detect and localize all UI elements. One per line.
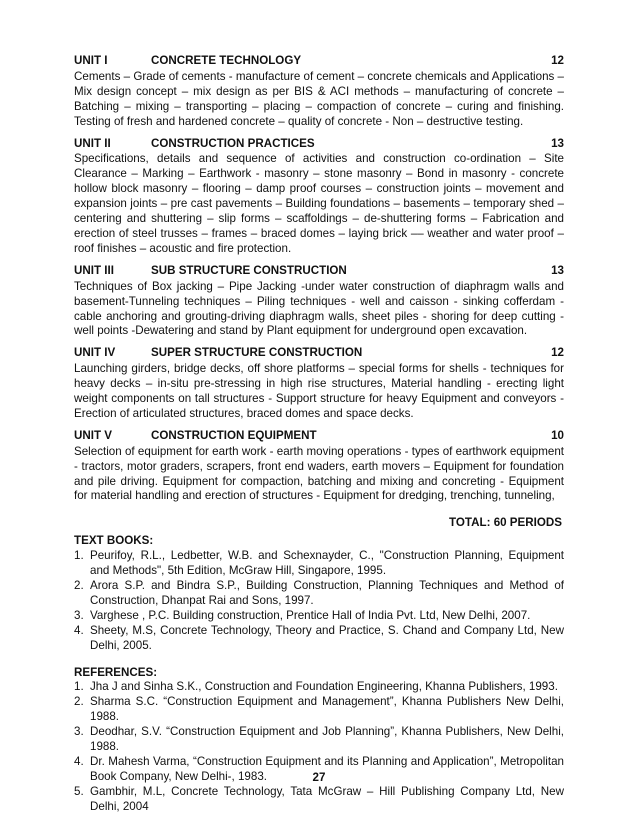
- item-number: 4.: [74, 623, 84, 637]
- list-item: [74, 549, 564, 579]
- unit-title: SUB STRUCTURE CONSTRUCTION: [151, 263, 347, 277]
- unit-4: [74, 346, 564, 422]
- item-text: Arora S.P. and Bindra S.P., Building Construction, Planning Techniques and Method of Construction, Dhanpat Rai and Sons, 1997.: [90, 579, 564, 607]
- list-item: [74, 624, 564, 654]
- unit-heading: [74, 429, 564, 444]
- unit-description: Launching girders, bridge decks, off shore platforms – special forms for shells - techniques for heavy decks – in-situ pre-stressing in high rise structures, Material handling - erecting light weight components on tall structures - Support structure for heavy Equipment and conveyors - Erection of articulated structures, braced domes and space decks.: [74, 362, 564, 420]
- unit-title: CONSTRUCTION PRACTICES: [151, 136, 315, 150]
- item-number: 2.: [74, 695, 84, 709]
- unit-hours: 12: [551, 54, 564, 67]
- item-text: Sharma S.C. “Construction Equipment and Management”, Khanna Publishers New Delhi, 1988.: [90, 695, 564, 724]
- unit-number: UNIT V: [74, 428, 113, 442]
- item-number: 2.: [74, 579, 84, 592]
- unit-title: SUPER STRUCTURE CONSTRUCTION: [151, 346, 363, 360]
- list-item: [74, 609, 564, 624]
- item-number: 5.: [74, 784, 84, 798]
- unit-description: Selection of equipment for earth work - earth moving operations - types of earthwork equipment - tractors, motor graders, scrapers, front end waders, earth movers – Equipment for foundation and pile driving. Equipment for compaction, batching and mixing and concreting - Equipment for material handling and erection of structures - Equipment for dredging, trenching, tunneling,: [74, 444, 564, 503]
- text-books-heading: TEXT BOOKS:: [74, 534, 154, 548]
- unit-title: CONCRETE TECHNOLOGY: [151, 54, 302, 67]
- list-item: [74, 785, 564, 815]
- unit-number: UNIT IV: [74, 346, 116, 360]
- unit-2: [74, 137, 564, 257]
- list-item: [74, 680, 564, 695]
- unit-hours: 13: [551, 263, 564, 277]
- item-text: Deodhar, S.V. “Construction Equipment and Job Planning”, Khanna Publishers, New Delhi, 1988.: [90, 725, 564, 754]
- unit-heading: [74, 264, 564, 279]
- unit-number: UNIT II: [74, 136, 111, 150]
- unit-5: [74, 429, 564, 505]
- text-books-list: [74, 549, 564, 653]
- list-item: [74, 725, 564, 755]
- item-text: Dr. Mahesh Varma, “Construction Equipment and its Planning and Application”, Metropolitan Book Company, New Delhi-, 1983.: [90, 754, 564, 783]
- unit-3: [74, 264, 564, 340]
- unit-description: Specifications, details and sequence of activities and construction co-ordination – Site Clearance – Marking – Earthwork - masonry – stone masonry – Bond in masonry - concrete hollow block masonry – flooring – damp proof courses – construction joints – movement and expansion joints – pre cast pavements – Building foundations – basements – temporary shed – centering and shuttering – slip forms – scaffoldings – de-shuttering forms – Fabrication and erection of steel trusses – frames – braced domes – laying brick –– weather and water proof – roof finishes – acoustic and fire protection.: [74, 152, 564, 255]
- syllabus-content: [74, 54, 564, 815]
- unit-hours: 12: [551, 346, 564, 360]
- references-list: [74, 680, 564, 814]
- unit-description: Cements – Grade of cements - manufacture of cement – concrete chemicals and Applications – Mix design concept – mix design as per BIS & ACI methods – manufacturing of concrete – Batching – mixing – transporting – placing – compaction of concrete – curing and finishing. Testing of fresh and hardened concrete – quality of concrete - Non – destructive testing.: [74, 69, 564, 128]
- unit-number: UNIT I: [74, 54, 108, 67]
- item-text: Sheety, M.S, Concrete Technology, Theory and Practice, S. Chand and Company Ltd, New Delhi, 2005.: [90, 623, 564, 652]
- unit-heading: [74, 137, 564, 152]
- references-heading: REFERENCES:: [74, 665, 158, 679]
- unit-hours: 13: [551, 136, 564, 150]
- total-periods: TOTAL: 60 PERIODS: [449, 516, 562, 530]
- unit-hours: 10: [551, 428, 564, 442]
- unit-heading: [74, 346, 564, 361]
- item-text: Gambhir, M.L, Concrete Technology, Tata McGraw – Hill Publishing Company Ltd, New Delhi, 2004: [90, 784, 564, 813]
- unit-1: [74, 54, 564, 130]
- page-number: 27: [312, 771, 326, 784]
- item-number: 1.: [74, 680, 84, 694]
- unit-description: Techniques of Box jacking – Pipe Jacking -under water construction of diaphragm walls and basement-Tunneling techniques – Piling techniques - well and caisson - sinking cofferdam - cable anchoring and grouting-driving diaphragm walls, sheet piles - shoring for deep cutting - well points -Dewatering and stand by Plant equipment for underground open excavation.: [74, 279, 564, 338]
- item-text: Varghese , P.C. Building construction, Prentice Hall of India Pvt. Ltd, New Delhi, 2007.: [90, 608, 531, 622]
- item-number: 1.: [74, 549, 84, 563]
- unit-title: CONSTRUCTION EQUIPMENT: [151, 428, 317, 442]
- item-text: Peurifoy, R.L., Ledbetter, W.B. and Schexnayder, C., "Construction Planning, Equipment and Methods", 5th Edition, McGraw Hill, Singapore, 1995.: [90, 549, 564, 578]
- item-number: 4.: [74, 754, 84, 768]
- item-number: 3.: [74, 725, 84, 739]
- list-item: [74, 579, 564, 609]
- unit-heading: [74, 54, 564, 69]
- item-number: 3.: [74, 608, 84, 622]
- item-text: Jha J and Sinha S.K., Construction and Foundation Engineering, Khanna Publishers, 1993.: [90, 680, 558, 694]
- unit-number: UNIT III: [74, 263, 114, 277]
- list-item: [74, 695, 564, 725]
